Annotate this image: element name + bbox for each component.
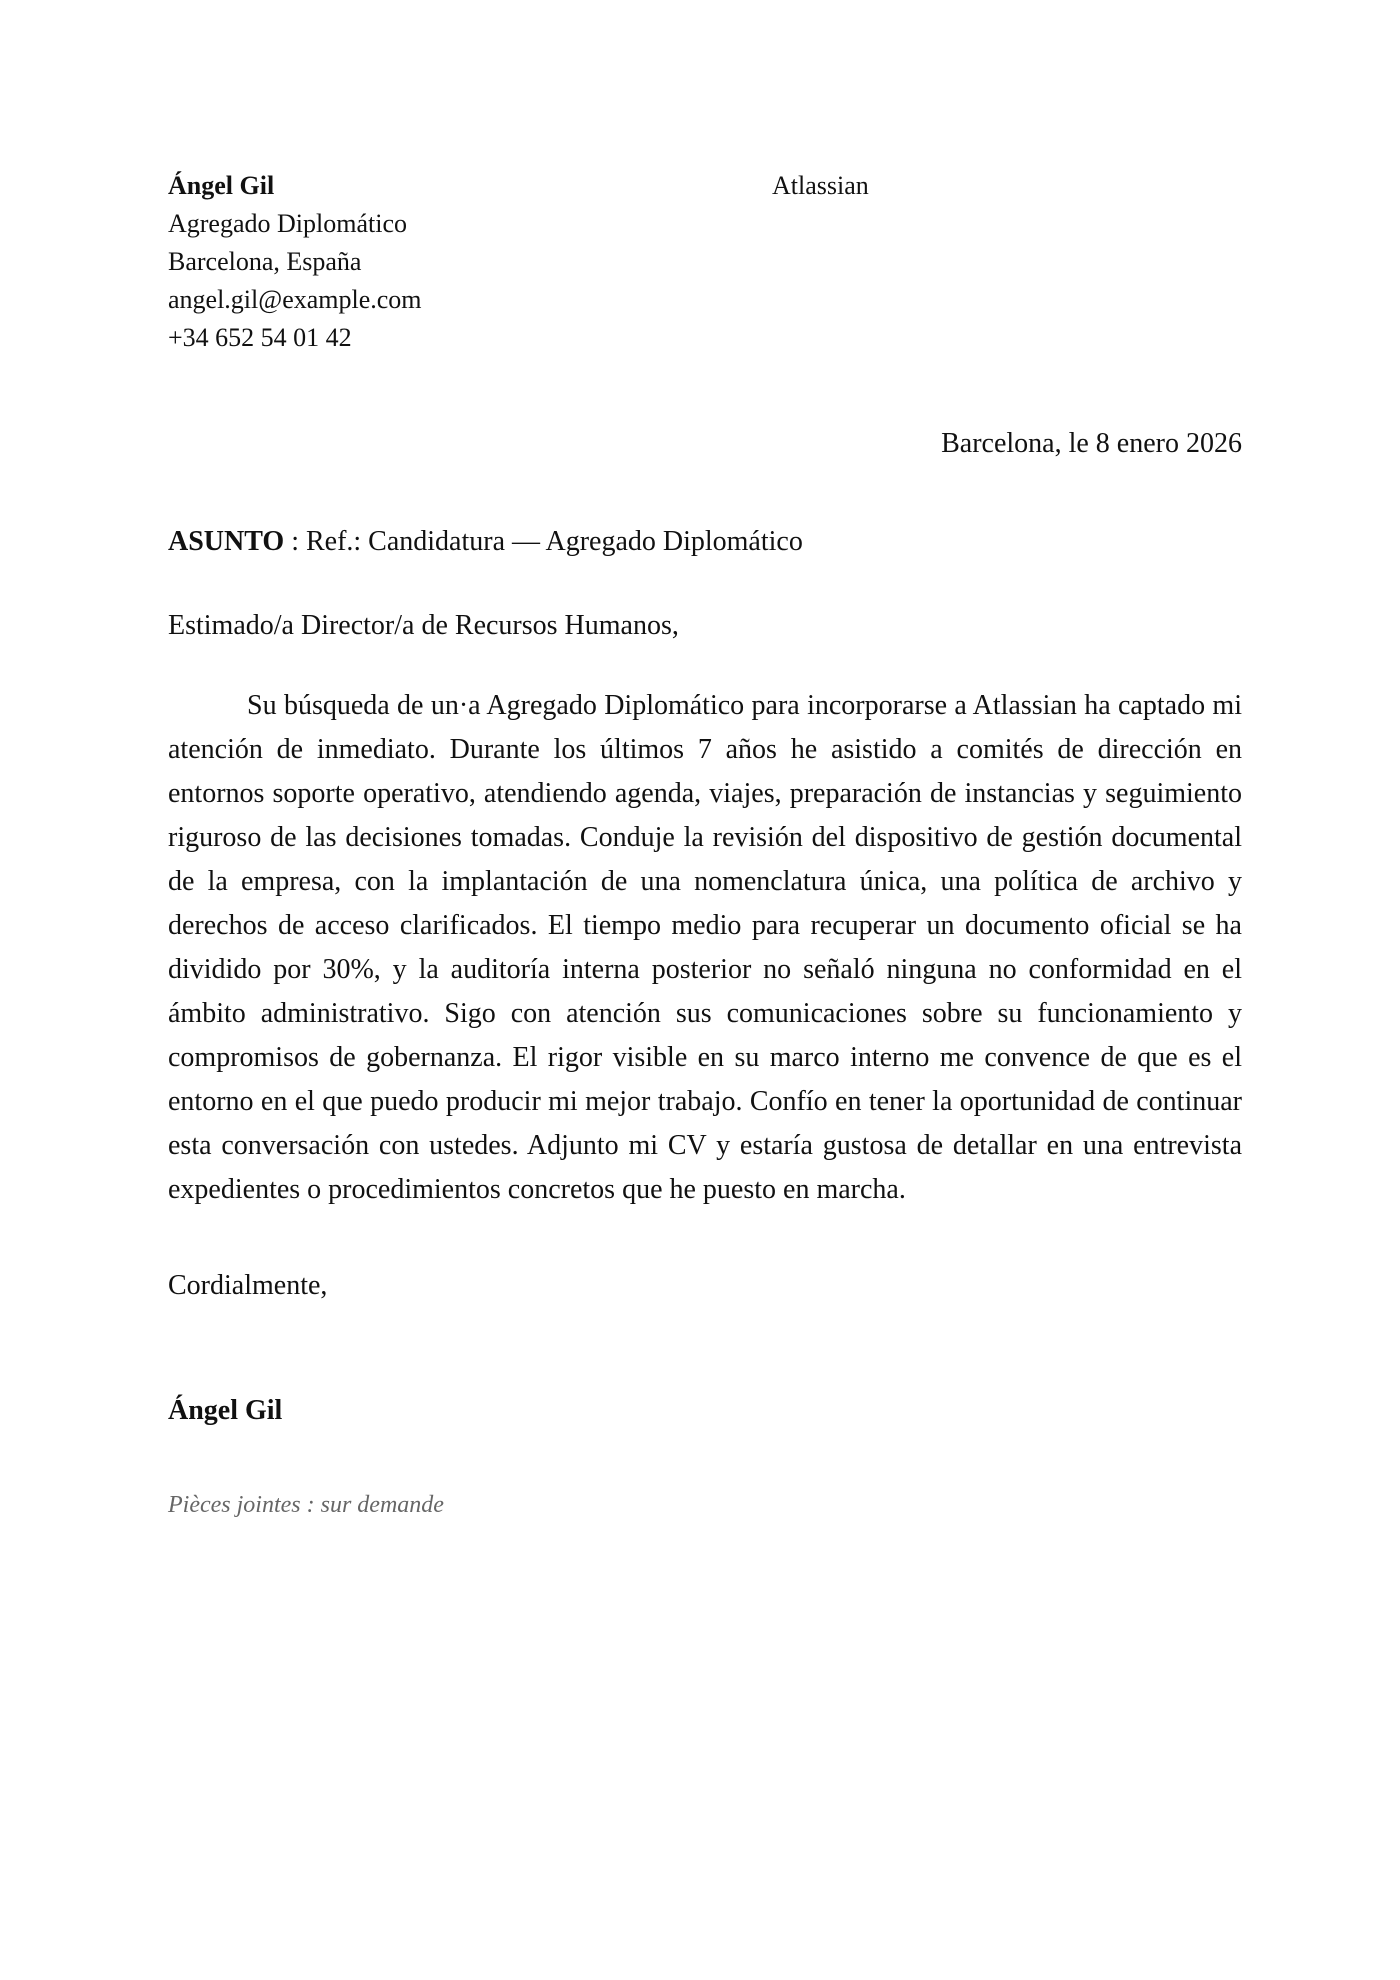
- date-line: Barcelona, le 8 enero 2026: [941, 428, 1242, 459]
- sender-block: [168, 167, 422, 357]
- sender-email: angel.gil@example.com: [168, 285, 422, 314]
- subject-line: [168, 522, 803, 562]
- sender-title: Agregado Diplomático: [168, 209, 407, 238]
- signature: Ángel Gil: [168, 1395, 283, 1426]
- salutation: Estimado/a Director/a de Recursos Humanos,: [168, 610, 679, 641]
- closing: Cordialmente,: [168, 1270, 328, 1301]
- subject-label: ASUNTO: [168, 526, 285, 557]
- subject-text: Ref.: Candidatura — Agregado Diplomático: [305, 526, 803, 557]
- recipient-company: Atlassian: [772, 171, 869, 200]
- sender-name: Ángel Gil: [168, 171, 275, 200]
- recipient-block: [772, 167, 869, 205]
- body-paragraph: Su búsqueda de un·a Agregado Diplomático para incorporarse a Atlassian ha captado mi atención de inmediato. Durante los últimos 7 años he asistido a comités de dirección en entornos soporte operativo, atendiendo agenda, viajes, preparación de instancias y seguimiento riguroso de las decisiones tomadas. Conduje la revisión del dispositivo de gestión documental de la empresa, con la implantación de una nomenclatura única, una política de archivo y derechos de acceso clarificados. El tiempo medio para recuperar un documento oficial se ha dividido por 30%, y la auditoría interna posterior no señaló ninguna no conformidad en el ámbito administrativo. Sigo con atención sus comunicaciones sobre su funcionamiento y compromisos de gobernanza. El rigor visible en su marco interno me convence de que es el entorno en el que puedo producir mi mejor trabajo. Confío en tener la oportunidad de continuar esta conversación con ustedes. Adjunto mi CV y estaría gustosa de detallar en una entrevista expedientes o procedimientos concretos que he puesto en marcha.: [168, 690, 1242, 1205]
- sender-phone: +34 652 54 01 42: [168, 323, 352, 352]
- subject-separator: :: [284, 526, 306, 557]
- sender-location: Barcelona, España: [168, 247, 362, 276]
- enclosures-note: Pièces jointes : sur demande: [168, 1492, 444, 1518]
